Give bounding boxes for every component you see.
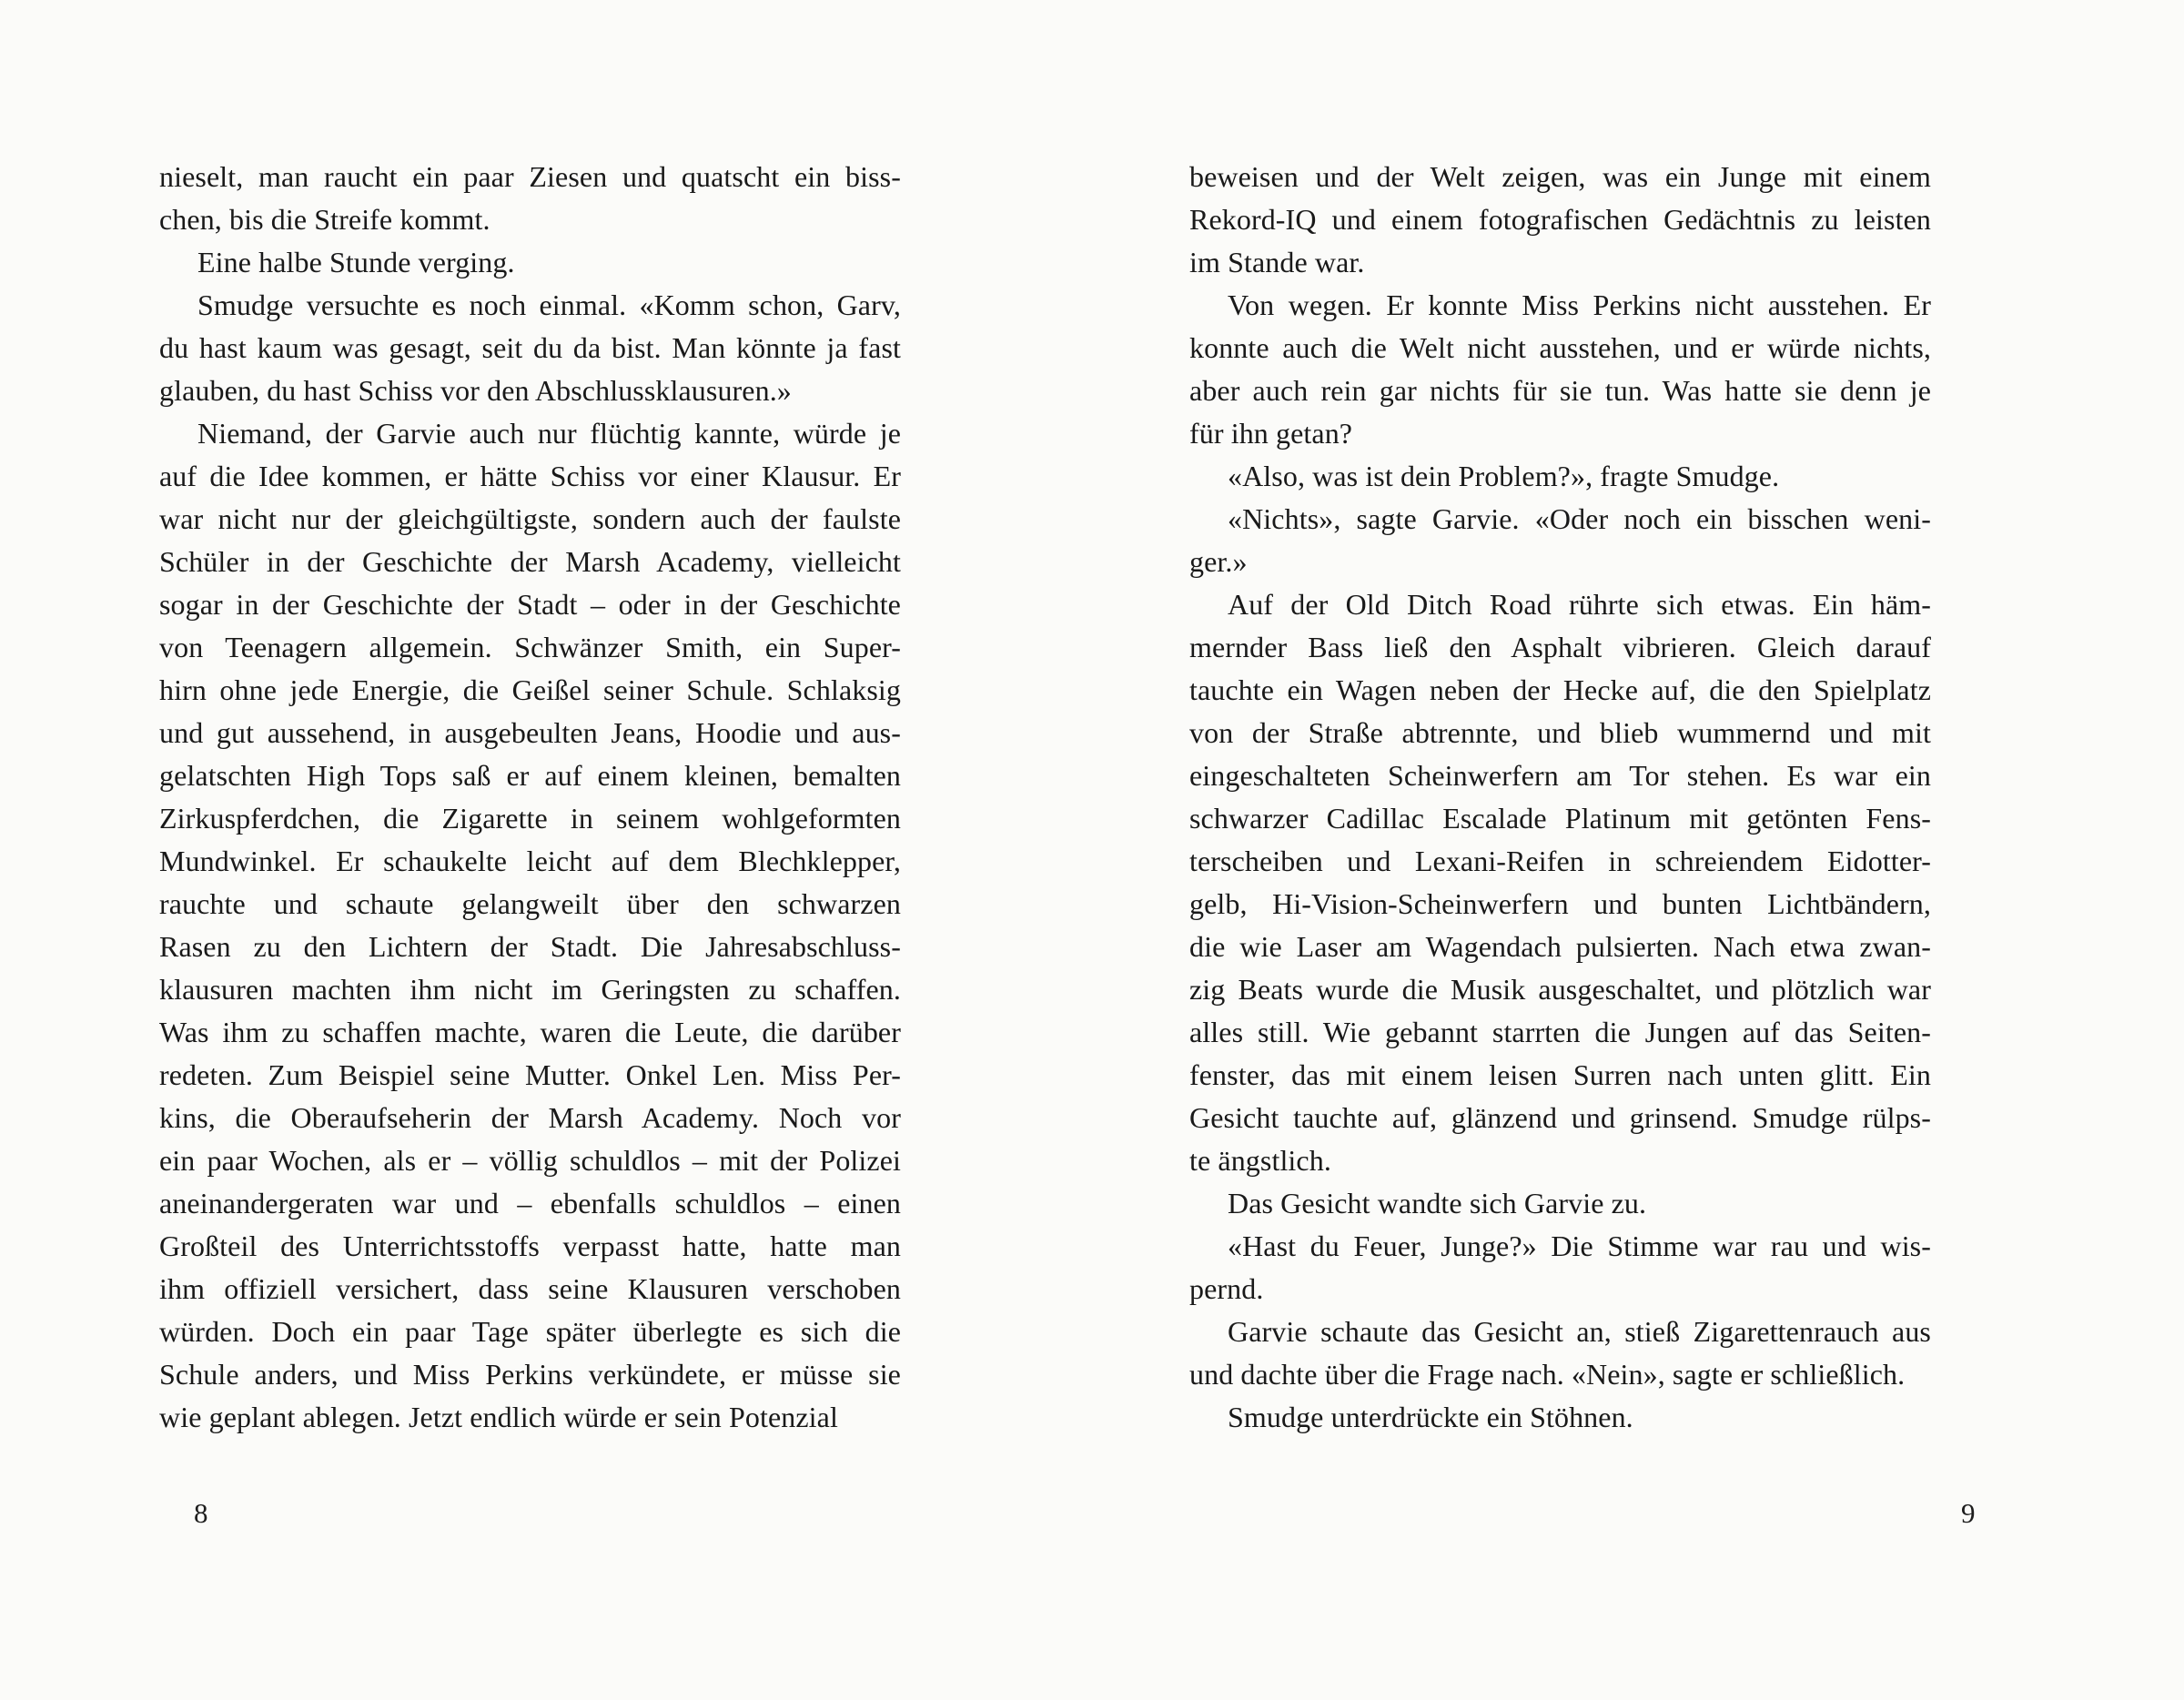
text-line: tauchte ein Wagen neben der Hecke auf, die den Spielplatz [1189, 673, 1931, 706]
text-line: ger.» [1189, 545, 1248, 578]
text-line: schwarzer Cadillac Escalade Platinum mit getönten Fens- [1189, 802, 1931, 835]
text-line: beweisen und der Welt zeigen, was ein Junge mit einem [1189, 160, 1931, 193]
text-line: rauchte und schaute gelangweilt über den schwarzen [159, 887, 901, 920]
text-line: fenster, das mit einem leisen Surren nach unten glitt. Ein [1189, 1058, 1931, 1091]
page-number-right: 9 [1961, 1497, 1976, 1529]
text-line: Gesicht tauchte auf, glänzend und grinsend. Smudge rülps- [1189, 1101, 1931, 1134]
text-line: und gut aussehend, in ausgebeulten Jeans, Hoodie und aus- [159, 716, 901, 749]
text-line: eingeschalteten Scheinwerfern am Tor stehen. Es war ein [1189, 759, 1931, 792]
text-line: pernd. [1189, 1272, 1264, 1305]
text-line: nieselt, man raucht ein paar Ziesen und quatscht ein biss- [159, 160, 901, 193]
text-line: klausuren machten ihm nicht im Geringsten zu schaffen. [159, 973, 901, 1006]
text-line: te ängstlich. [1189, 1144, 1331, 1177]
text-line: Smudge unterdrückte ein Stöhnen. [1228, 1401, 1633, 1433]
text-line: glauben, du hast Schiss vor den Abschlussklausuren.» [159, 374, 792, 407]
text-line: Schule anders, und Miss Perkins verkündete, er müsse sie [159, 1358, 901, 1391]
text-line: Das Gesicht wandte sich Garvie zu. [1228, 1187, 1647, 1219]
text-line: auf die Idee kommen, er hätte Schiss vor einer Klausur. Er [159, 460, 901, 492]
text-line: gelb, Hi-Vision-Scheinwerfern und bunten Lichtbändern, [1189, 887, 1931, 920]
page-number-left: 8 [194, 1497, 208, 1529]
text-line: aber auch rein gar nichts für sie tun. Was hatte sie denn je [1189, 374, 1931, 407]
text-line: sogar in der Geschichte der Stadt – oder in der Geschichte [159, 588, 901, 621]
text-line: Mundwinkel. Er schaukelte leicht auf dem Blechklepper, [159, 845, 901, 877]
text-line: von der Straße abtrennte, und blieb wummernd und mit [1189, 716, 1931, 749]
text-line: für ihn getan? [1189, 417, 1353, 450]
text-line: zig Beats wurde die Musik ausgeschaltet, und plötzlich war [1189, 973, 1931, 1006]
text-line: gelatschten High Tops saß er auf einem kleinen, bemalten [159, 759, 901, 792]
text-line: aneinandergeraten war und – ebenfalls schuldlos – einen [159, 1187, 901, 1219]
text-line: Rekord-IQ und einem fotografischen Gedächtnis zu leisten [1189, 203, 1931, 236]
text-line: ihm offiziell versichert, dass seine Klausuren verschoben [159, 1272, 901, 1305]
text-line: Großteil des Unterrichtsstoffs verpasst hatte, hatte man [159, 1229, 901, 1262]
text-line: würden. Doch ein paar Tage später überlegte es sich die [159, 1315, 901, 1348]
text-line: «Also, was ist dein Problem?», fragte Smudge. [1228, 460, 1780, 492]
page-left-text-block [159, 156, 901, 1439]
text-line: Zirkuspferdchen, die Zigarette in seinem wohlgeformten [159, 802, 901, 835]
text-line: Von wegen. Er konnte Miss Perkins nicht ausstehen. Er [1228, 288, 1931, 321]
text-line: Smudge versuchte es noch einmal. «Komm schon, Garv, [197, 288, 901, 321]
text-line: terscheiben und Lexani-Reifen in schreiendem Eidotter- [1189, 845, 1931, 877]
text-line: du hast kaum was gesagt, seit du da bist. Man könnte ja fast [159, 331, 901, 364]
text-line: «Nichts», sagte Garvie. «Oder noch ein bisschen weni- [1228, 502, 1931, 535]
text-line: alles still. Wie gebannt starrten die Jungen auf das Seiten- [1189, 1016, 1931, 1048]
text-line: chen, bis die Streife kommt. [159, 203, 490, 236]
text-line: hirn ohne jede Energie, die Geißel seiner Schule. Schlaksig [159, 673, 901, 706]
text-line: die wie Laser am Wagendach pulsierten. Nach etwa zwan- [1189, 930, 1931, 963]
text-line: Auf der Old Ditch Road rührte sich etwas. Ein häm- [1228, 588, 1931, 621]
text-line: Eine halbe Stunde verging. [197, 246, 515, 278]
text-line: konnte auch die Welt nicht ausstehen, und er würde nichts, [1189, 331, 1931, 364]
text-line: Was ihm zu schaffen machte, waren die Leute, die darüber [159, 1016, 901, 1048]
text-line: ein paar Wochen, als er – völlig schuldlos – mit der Polizei [159, 1144, 901, 1177]
text-line: wie geplant ablegen. Jetzt endlich würde er sein Potenzial [159, 1401, 838, 1433]
page-right [1092, 0, 2184, 1700]
text-line: war nicht nur der gleichgültigste, sondern auch der faulste [159, 502, 901, 535]
text-line: mernder Bass ließ den Asphalt vibrieren. Gleich darauf [1189, 631, 1931, 663]
text-line: Rasen zu den Lichtern der Stadt. Die Jahresabschluss- [159, 930, 901, 963]
text-line: und dachte über die Frage nach. «Nein», sagte er schließlich. [1189, 1358, 1906, 1391]
text-line: Garvie schaute das Gesicht an, stieß Zigarettenrauch aus [1228, 1315, 1931, 1348]
text-line: von Teenagern allgemein. Schwänzer Smith, ein Super- [159, 631, 901, 663]
text-line: «Hast du Feuer, Junge?» Die Stimme war rau und wis- [1228, 1229, 1931, 1262]
text-line: kins, die Oberaufseherin der Marsh Academy. Noch vor [159, 1101, 901, 1134]
text-line: Niemand, der Garvie auch nur flüchtig kannte, würde je [197, 417, 901, 450]
page-right-text-block [1189, 156, 1931, 1439]
text-line: Schüler in der Geschichte der Marsh Academy, vielleicht [159, 545, 901, 578]
text-line: im Stande war. [1189, 246, 1365, 278]
text-line: redeten. Zum Beispiel seine Mutter. Onkel Len. Miss Per- [159, 1058, 901, 1091]
